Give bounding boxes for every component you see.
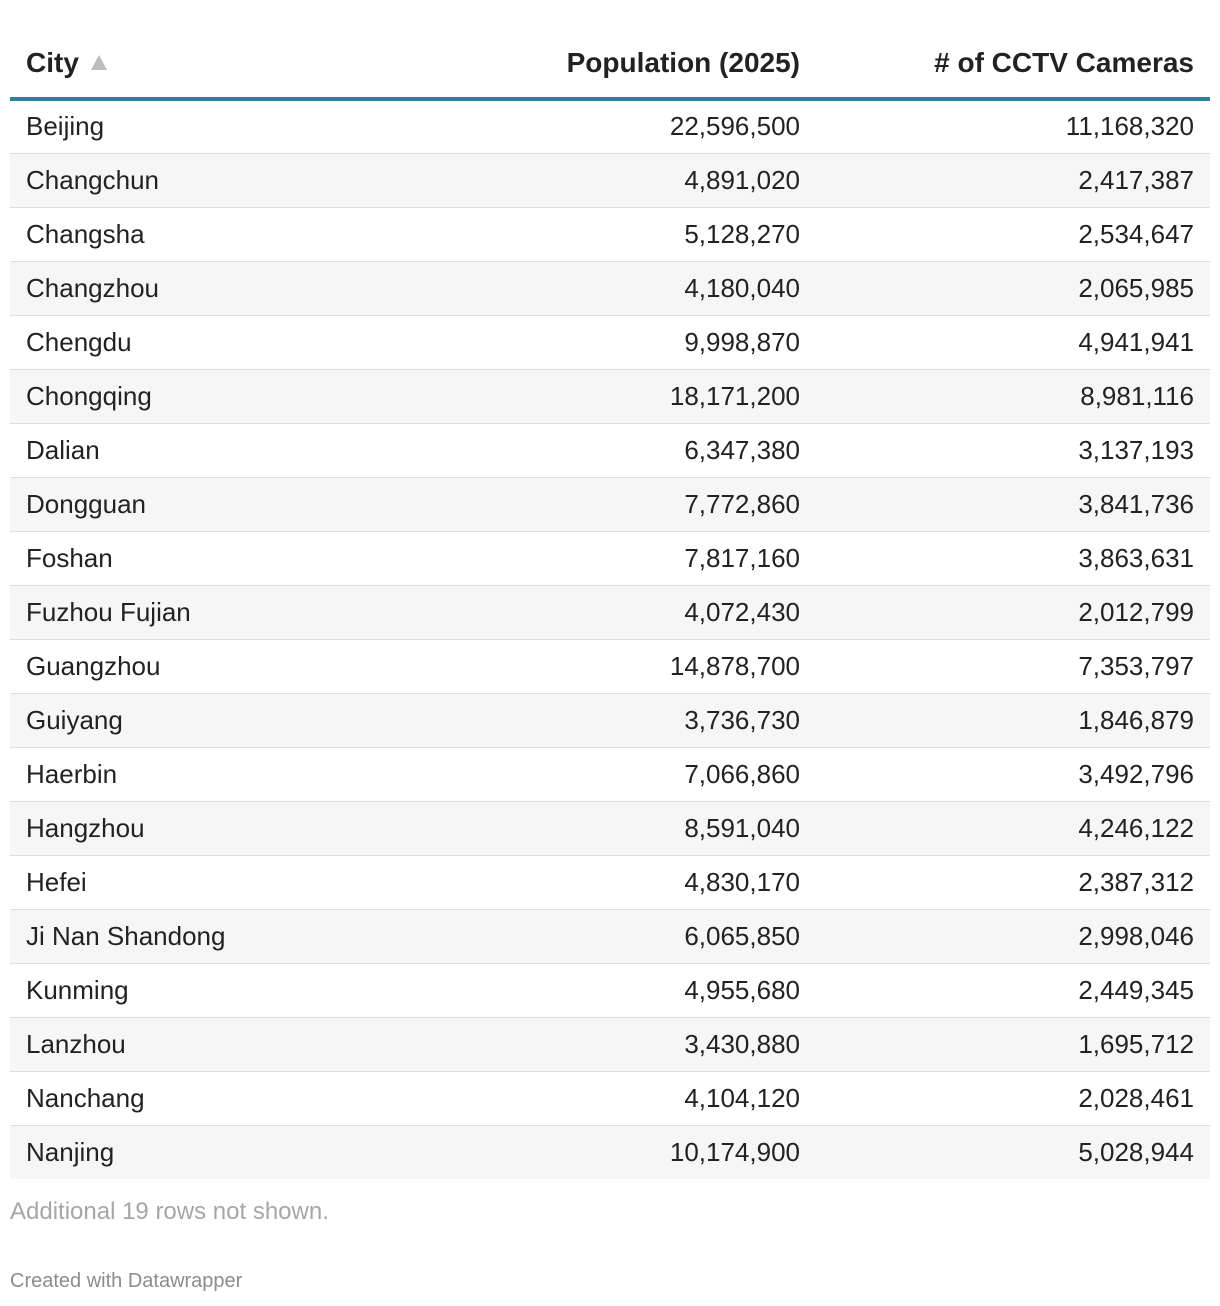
cctv-cameras-cell: 2,449,345 <box>810 963 1210 1017</box>
city-cell: Guangzhou <box>10 639 460 693</box>
table-row <box>10 639 1210 693</box>
cctv-cameras-cell: 3,841,736 <box>810 477 1210 531</box>
population-cell: 6,065,850 <box>460 909 810 963</box>
cctv-cameras-cell: 7,353,797 <box>810 639 1210 693</box>
city-cell: Ji Nan Shandong <box>10 909 460 963</box>
population-cell: 4,072,430 <box>460 585 810 639</box>
table-row <box>10 261 1210 315</box>
table-row <box>10 747 1210 801</box>
table-row <box>10 315 1210 369</box>
city-cell: Chongqing <box>10 369 460 423</box>
city-cell: Lanzhou <box>10 1017 460 1071</box>
cctv-cameras-cell: 2,012,799 <box>810 585 1210 639</box>
table-header-row <box>10 28 1210 99</box>
city-cell: Dongguan <box>10 477 460 531</box>
city-cell: Fuzhou Fujian <box>10 585 460 639</box>
population-cell: 4,891,020 <box>460 153 810 207</box>
cctv-cameras-cell: 2,065,985 <box>810 261 1210 315</box>
population-cell: 4,955,680 <box>460 963 810 1017</box>
city-cell: Guiyang <box>10 693 460 747</box>
population-cell: 5,128,270 <box>460 207 810 261</box>
cctv-cameras-cell: 1,846,879 <box>810 693 1210 747</box>
column-header-city[interactable] <box>10 28 460 99</box>
column-header-population[interactable]: Population (2025) <box>460 28 810 99</box>
cctv-cameras-cell: 4,941,941 <box>810 315 1210 369</box>
table-row <box>10 369 1210 423</box>
cctv-cameras-cell: 8,981,116 <box>810 369 1210 423</box>
table-row <box>10 99 1210 153</box>
city-cell: Haerbin <box>10 747 460 801</box>
population-cell: 4,830,170 <box>460 855 810 909</box>
table-row <box>10 1017 1210 1071</box>
city-cell: Nanchang <box>10 1071 460 1125</box>
table-row <box>10 693 1210 747</box>
city-cell: Changsha <box>10 207 460 261</box>
table-row <box>10 531 1210 585</box>
column-header-label: City <box>26 46 79 78</box>
city-cell: Foshan <box>10 531 460 585</box>
city-cell: Hefei <box>10 855 460 909</box>
cctv-cameras-cell: 2,534,647 <box>810 207 1210 261</box>
cctv-cameras-cell: 3,863,631 <box>810 531 1210 585</box>
datawrapper-credit[interactable]: Created with Datawrapper <box>10 1270 243 1292</box>
population-cell: 14,878,700 <box>460 639 810 693</box>
city-cell: Beijing <box>10 99 460 153</box>
table-body <box>10 99 1210 1179</box>
table-row <box>10 207 1210 261</box>
population-cell: 3,736,730 <box>460 693 810 747</box>
cctv-cameras-cell: 4,246,122 <box>810 801 1210 855</box>
population-cell: 7,772,860 <box>460 477 810 531</box>
table-row <box>10 585 1210 639</box>
cctv-cameras-cell: 5,028,944 <box>810 1125 1210 1179</box>
table-row <box>10 1071 1210 1125</box>
population-cell: 7,817,160 <box>460 531 810 585</box>
cctv-cameras-cell: 2,028,461 <box>810 1071 1210 1125</box>
cctv-cameras-cell: 1,695,712 <box>810 1017 1210 1071</box>
cctv-cameras-cell: 2,417,387 <box>810 153 1210 207</box>
table-row <box>10 423 1210 477</box>
city-cell: Hangzhou <box>10 801 460 855</box>
cctv-cameras-cell: 3,137,193 <box>810 423 1210 477</box>
table-row <box>10 801 1210 855</box>
population-cell: 7,066,860 <box>460 747 810 801</box>
city-cell: Changchun <box>10 153 460 207</box>
population-cell: 22,596,500 <box>460 99 810 153</box>
cctv-cameras-cell: 2,998,046 <box>810 909 1210 963</box>
city-cell: Dalian <box>10 423 460 477</box>
table-row <box>10 855 1210 909</box>
cctv-cameras-cell: 3,492,796 <box>810 747 1210 801</box>
population-cell: 10,174,900 <box>460 1125 810 1179</box>
population-cell: 8,591,040 <box>460 801 810 855</box>
table-row <box>10 477 1210 531</box>
population-cell: 3,430,880 <box>460 1017 810 1071</box>
data-table-container <box>10 28 1210 1179</box>
table-row <box>10 153 1210 207</box>
cctv-cameras-cell: 2,387,312 <box>810 855 1210 909</box>
cctv-cameras-cell: 11,168,320 <box>810 99 1210 153</box>
city-cell: Changzhou <box>10 261 460 315</box>
city-cell: Chengdu <box>10 315 460 369</box>
rows-not-shown-note: Additional 19 rows not shown. <box>10 1198 329 1225</box>
column-header-cctv-cameras[interactable]: # of CCTV Cameras <box>810 28 1210 99</box>
table-row <box>10 963 1210 1017</box>
population-cell: 4,104,120 <box>460 1071 810 1125</box>
sort-ascending-icon[interactable] <box>91 55 107 70</box>
city-cell: Nanjing <box>10 1125 460 1179</box>
data-table <box>10 28 1210 1179</box>
population-cell: 4,180,040 <box>460 261 810 315</box>
table-row <box>10 909 1210 963</box>
population-cell: 9,998,870 <box>460 315 810 369</box>
table-row <box>10 1125 1210 1179</box>
city-cell: Kunming <box>10 963 460 1017</box>
population-cell: 18,171,200 <box>460 369 810 423</box>
population-cell: 6,347,380 <box>460 423 810 477</box>
